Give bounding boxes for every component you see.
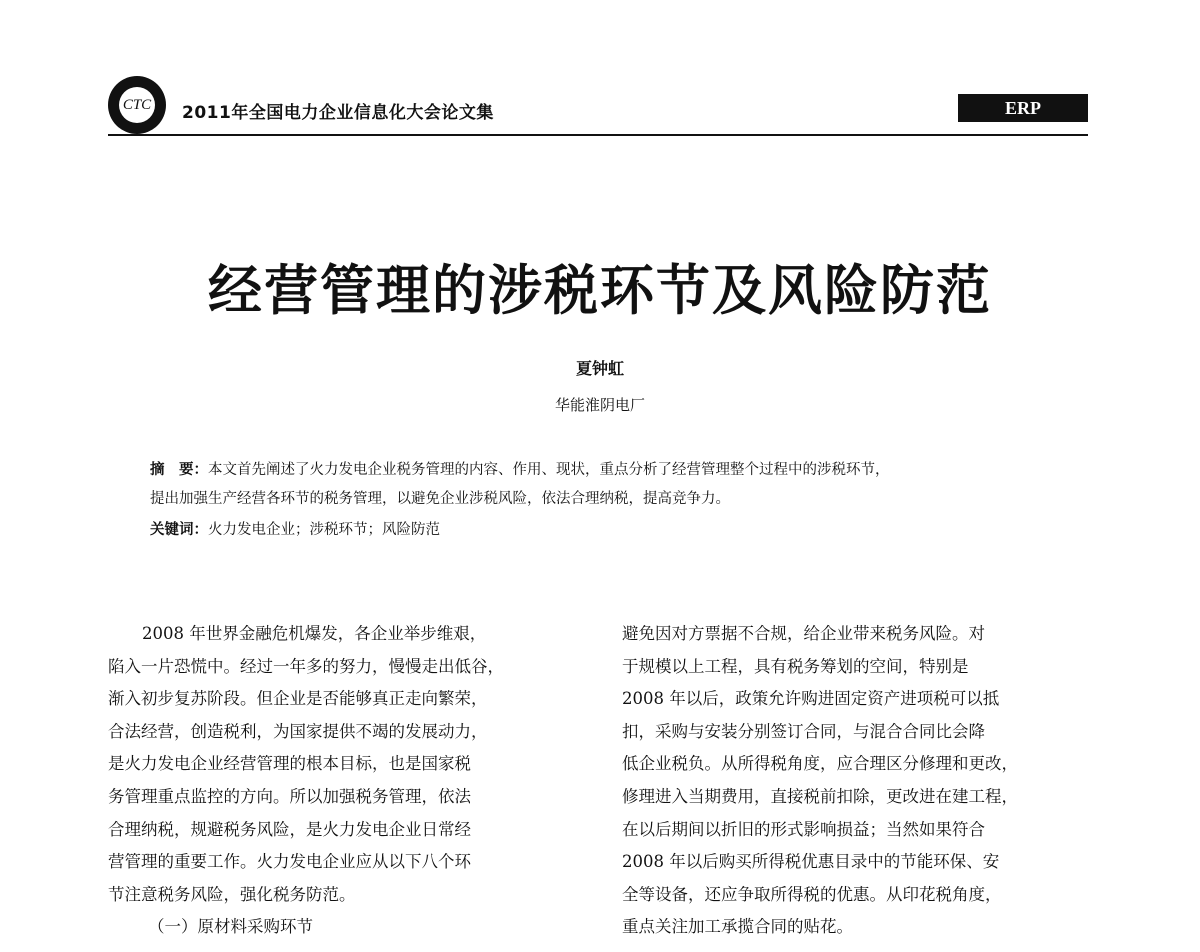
paragraph-line: 于规模以上工程，具有税务筹划的空间，特别是	[622, 656, 969, 676]
logo-text: CTC	[119, 87, 155, 123]
abstract-label: 摘 要：	[150, 462, 208, 478]
paragraph-line: 低企业税负。从所得税角度，应合理区分修理和更改，	[622, 754, 1018, 774]
paragraph-line: 是火力发电企业经营管理的根本目标，也是国家税	[108, 754, 471, 774]
section-subheading: （一）原材料采购环节	[148, 917, 313, 937]
paragraph-line: 合法经营，创造税利，为国家提供不竭的发展动力，	[108, 721, 488, 741]
keywords-text: 火力发电企业；涉税环节；风险防范	[208, 522, 440, 538]
paragraph-line: 渐入初步复苏阶段。但企业是否能够真正走向繁荣，	[108, 689, 488, 709]
paragraph-line: 营管理的重要工作。火力发电企业应从以下八个环	[108, 852, 471, 872]
author-affiliation: 华能淮阴电厂	[554, 396, 645, 414]
abstract-text-2: 提出加强生产经营各环节的税务管理，以避免企业涉税风险，依法合理纳税，提高竞争力。	[150, 491, 730, 507]
abstract	[150, 456, 1090, 514]
paragraph-line: 节注意税务风险，强化税务防范。	[108, 884, 356, 904]
keywords	[150, 516, 1090, 545]
paragraph-line: 修理进入当期费用，直接税前扣除，更改进在建工程，	[622, 786, 1018, 806]
paragraph-line: 陷入一片恐慌中。经过一年多的努力，慢慢走出低谷，	[108, 656, 504, 676]
paragraph-line: 避免因对方票据不合规，给企业带来税务风险。对	[622, 624, 985, 643]
page-header	[108, 68, 1088, 140]
paragraph-line: 在以后期间以折旧的形式影响损益；当然如果符合	[622, 819, 985, 839]
paragraph-line: 务管理重点监控的方向。所以加强税务管理，依法	[108, 786, 471, 806]
article-title: 经营管理的涉税环节及风险防范	[208, 258, 992, 322]
abstract-text-1: 本文首先阐述了火力发电企业税务管理的内容、作用、现状，重点分析了经营管理整个过程中的涉税环节，	[208, 462, 890, 478]
paragraph-line: 重点关注加工承揽合同的贴花。	[622, 917, 853, 937]
conference-logo	[108, 76, 166, 134]
journal-title: 2011年全国电力企业信息化大会论文集	[182, 103, 494, 123]
keywords-label: 关键词：	[150, 522, 208, 538]
paragraph-line: 2008 年以后，政策允许购进固定资产进项税可以抵	[622, 689, 1000, 709]
body-column-right	[622, 618, 1092, 944]
body-column-left	[108, 618, 578, 944]
paragraph-line: 全等设备，还应争取所得税的优惠。从印花税角度，	[622, 884, 1002, 904]
paragraph-line: 扣，采购与安装分别签订合同，与混合合同比会降	[622, 721, 985, 741]
paragraph-line: 2008 年以后购买所得税优惠目录中的节能环保、安	[622, 852, 1000, 872]
header-divider	[108, 134, 1088, 136]
paragraph-line: 合理纳税，规避税务风险，是火力发电企业日常经	[108, 819, 471, 839]
section-tag: ERP	[958, 94, 1088, 122]
paragraph-line: 2008 年世界金融危机爆发，各企业举步维艰，	[142, 624, 487, 643]
author-name: 夏钟虹	[575, 359, 624, 378]
abstract-line	[150, 456, 1090, 485]
